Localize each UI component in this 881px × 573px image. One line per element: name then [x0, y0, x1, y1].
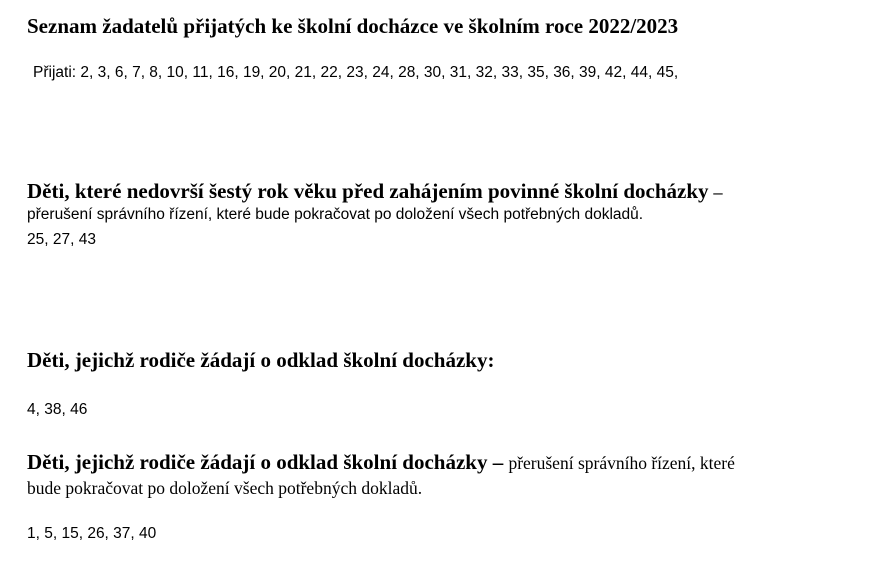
section-note: přerušení správního řízení, které bude pokračovat po doložení všech potřebných dokladů. — [27, 206, 644, 223]
section-deferral-request — [27, 347, 867, 418]
accepted-list: Přijati: 2, 3, 6, 7, 8, 10, 11, 16, 19, 20, 21, 22, 23, 24, 28, 30, 31, 32, 33, 35, 36, 39, 42, 44, 45, — [33, 64, 679, 81]
section-ids: 4, 38, 46 — [27, 401, 88, 418]
section-note-line1: přerušení správního řízení, které — [508, 453, 735, 473]
section-ids: 1, 5, 15, 26, 37, 40 — [27, 525, 157, 542]
section-underage — [27, 178, 867, 251]
heading-dash: – — [708, 183, 723, 202]
section-heading: Děti, jejichž rodiče žádají o odklad školní docházky — [27, 450, 488, 474]
section-ids: 25, 27, 43 — [27, 231, 96, 248]
section-heading: Děti, jejichž rodiče žádají o odklad školní docházky: — [27, 348, 495, 372]
document-title: Seznam žadatelů přijatých ke školní docházce ve školním roce 2022/2023 — [27, 14, 679, 38]
section-deferral-interrupted — [27, 449, 857, 542]
heading-dash: – — [487, 450, 509, 474]
section-heading: Děti, které nedovrší šestý rok věku před zahájením povinné školní docházky — [27, 179, 709, 203]
section-note-line2: bude pokračovat po doložení všech potřebných dokladů. — [27, 478, 423, 498]
